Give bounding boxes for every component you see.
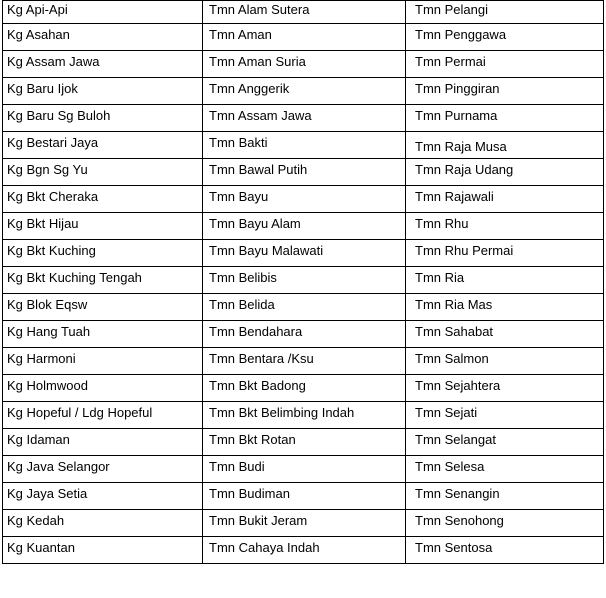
- table-cell-col1: Kg Bkt Cheraka: [3, 186, 203, 213]
- table-cell-col1: Kg Assam Jawa: [3, 51, 203, 78]
- table-cell-col1: Kg Baru Sg Buloh: [3, 105, 203, 132]
- table-row: [3, 105, 604, 132]
- table-cell-col2: Tmn Cahaya Indah: [203, 537, 406, 564]
- table-cell-col2: Tmn Bayu Alam: [203, 213, 406, 240]
- table-cell-col2: Tmn Belibis: [203, 267, 406, 294]
- table-cell-col2: Tmn Anggerik: [203, 78, 406, 105]
- table-cell-col2: Tmn Bukit Jeram: [203, 510, 406, 537]
- table-cell-col2: Tmn Bentara /Ksu: [203, 348, 406, 375]
- table-cell-col2: Tmn Aman: [203, 24, 406, 51]
- table-cell-col2: Tmn Bendahara: [203, 321, 406, 348]
- table-cell-col2: Tmn Belida: [203, 294, 406, 321]
- table-cell-col1: Kg Hang Tuah: [3, 321, 203, 348]
- table-row: [3, 375, 604, 402]
- table-cell-col3: Tmn Raja Musa: [406, 132, 604, 159]
- table-cell-col2: Tmn Bakti: [203, 132, 406, 159]
- table-row: [3, 321, 604, 348]
- table-cell-col3: Tmn Purnama: [406, 105, 604, 132]
- table-row: [3, 510, 604, 537]
- table-row: [3, 213, 604, 240]
- table-cell-col1: Kg Harmoni: [3, 348, 203, 375]
- table-cell-col3: Tmn Ria: [406, 267, 604, 294]
- table-row: [3, 1, 604, 24]
- table-cell-col3: Tmn Pelangi: [406, 1, 604, 24]
- table-cell-col1: Kg Api-Api: [3, 1, 203, 24]
- table-cell-col3: Tmn Rhu: [406, 213, 604, 240]
- table-row: [3, 402, 604, 429]
- table-cell-col2: Tmn Bkt Rotan: [203, 429, 406, 456]
- table-cell-col3: Tmn Ria Mas: [406, 294, 604, 321]
- table-cell-col2: Tmn Aman Suria: [203, 51, 406, 78]
- table-row: [3, 483, 604, 510]
- table-row: [3, 24, 604, 51]
- table-row: [3, 267, 604, 294]
- table-row: [3, 132, 604, 159]
- table-cell-col1: Kg Baru Ijok: [3, 78, 203, 105]
- table-cell-col3: Tmn Sejati: [406, 402, 604, 429]
- table-row: [3, 240, 604, 267]
- table-row: [3, 51, 604, 78]
- table-cell-col1: Kg Bkt Kuching: [3, 240, 203, 267]
- table-row: [3, 78, 604, 105]
- table-cell-col3: Tmn Selangat: [406, 429, 604, 456]
- table-row: [3, 159, 604, 186]
- table-cell-col1: Kg Bgn Sg Yu: [3, 159, 203, 186]
- table-cell-col2: Tmn Bayu Malawati: [203, 240, 406, 267]
- table-cell-col2: Tmn Bkt Badong: [203, 375, 406, 402]
- table-cell-col1: Kg Kedah: [3, 510, 203, 537]
- table-row: [3, 186, 604, 213]
- table-cell-col1: Kg Bkt Kuching Tengah: [3, 267, 203, 294]
- table-row: [3, 348, 604, 375]
- table-row: [3, 429, 604, 456]
- table-row: [3, 537, 604, 564]
- table-cell-col1: Kg Kuantan: [3, 537, 203, 564]
- table-cell-col3: Tmn Sahabat: [406, 321, 604, 348]
- table-cell-col1: Kg Jaya Setia: [3, 483, 203, 510]
- table-cell-col3: Tmn Pinggiran: [406, 78, 604, 105]
- table-cell-col2: Tmn Bkt Belimbing Indah: [203, 402, 406, 429]
- table-cell-col3: Tmn Penggawa: [406, 24, 604, 51]
- table-cell-col2: Tmn Budiman: [203, 483, 406, 510]
- table-body: [3, 1, 604, 564]
- table-cell-col2: Tmn Budi: [203, 456, 406, 483]
- table-cell-col1: Kg Hopeful / Ldg Hopeful: [3, 402, 203, 429]
- table-cell-col1: Kg Holmwood: [3, 375, 203, 402]
- table-cell-col1: Kg Bkt Hijau: [3, 213, 203, 240]
- table-cell-col2: Tmn Assam Jawa: [203, 105, 406, 132]
- table-cell-col3: Tmn Rhu Permai: [406, 240, 604, 267]
- table-cell-col1: Kg Blok Eqsw: [3, 294, 203, 321]
- table-cell-col3: Tmn Permai: [406, 51, 604, 78]
- table-cell-col2: Tmn Alam Sutera: [203, 1, 406, 24]
- table-cell-col1: Kg Asahan: [3, 24, 203, 51]
- table-cell-col1: Kg Bestari Jaya: [3, 132, 203, 159]
- table-row: [3, 294, 604, 321]
- table-cell-col3: Tmn Senohong: [406, 510, 604, 537]
- table-cell-col2: Tmn Bawal Putih: [203, 159, 406, 186]
- table-cell-col1: Kg Idaman: [3, 429, 203, 456]
- table-cell-col3: Tmn Selesa: [406, 456, 604, 483]
- table-cell-col1: Kg Java Selangor: [3, 456, 203, 483]
- table-cell-col3: Tmn Rajawali: [406, 186, 604, 213]
- table-cell-col2: Tmn Bayu: [203, 186, 406, 213]
- table-cell-col3: Tmn Salmon: [406, 348, 604, 375]
- table-cell-col3: Tmn Senangin: [406, 483, 604, 510]
- table-cell-col3: Tmn Sentosa: [406, 537, 604, 564]
- table-row: [3, 456, 604, 483]
- place-name-table: [2, 0, 604, 564]
- table-cell-col3: Tmn Raja Udang: [406, 159, 604, 186]
- table-cell-col3: Tmn Sejahtera: [406, 375, 604, 402]
